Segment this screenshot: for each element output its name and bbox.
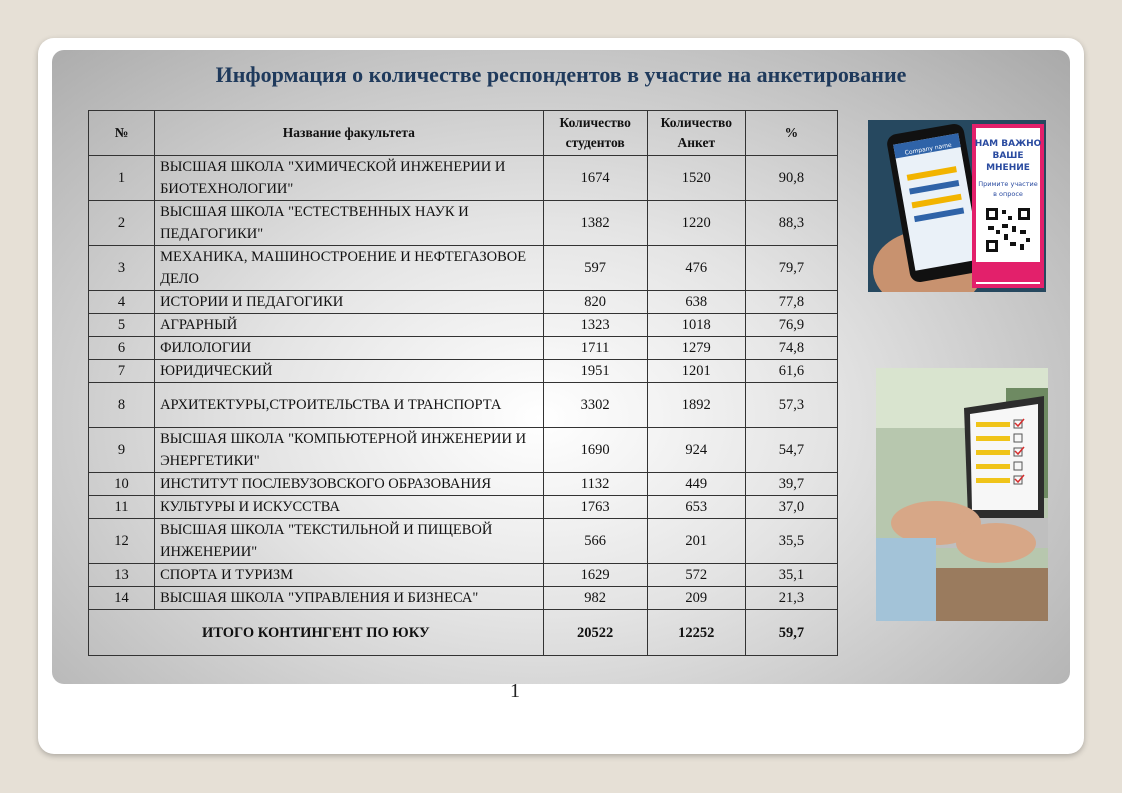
- table-row: [89, 587, 838, 610]
- page-number: 1: [510, 680, 520, 702]
- table-row: [89, 156, 838, 201]
- page-title: Информация о количестве респондентов в участие на анкетирование: [215, 62, 907, 87]
- cell-faculty: ЮРИДИЧЕСКИЙ: [155, 360, 544, 383]
- cell-surveys: 476: [647, 246, 745, 291]
- cell-num: 6: [89, 337, 155, 360]
- poster-line4: Примите участие: [978, 180, 1038, 188]
- table-row: [89, 383, 838, 428]
- cell-num: 7: [89, 360, 155, 383]
- survey-phone-image: [868, 120, 1046, 292]
- cell-percent: 37,0: [745, 496, 837, 519]
- cell-surveys: 638: [647, 291, 745, 314]
- cell-students: 1763: [543, 496, 647, 519]
- cell-faculty: АРХИТЕКТУРЫ,СТРОИТЕЛЬСТВА И ТРАНСПОРТА: [155, 383, 544, 428]
- cell-faculty: ИНСТИТУТ ПОСЛЕВУЗОВСКОГО ОБРАЗОВАНИЯ: [155, 473, 544, 496]
- cell-students: 1690: [543, 428, 647, 473]
- app-label: Company name: [904, 141, 953, 157]
- cell-num: 5: [89, 314, 155, 337]
- cell-percent: 76,9: [745, 314, 837, 337]
- cell-faculty: МЕХАНИКА, МАШИНОСТРОЕНИЕ И НЕФТЕГАЗОВОЕ ДЕЛО: [155, 246, 544, 291]
- cell-students: 1629: [543, 564, 647, 587]
- cell-faculty: ФИЛОЛОГИИ: [155, 337, 544, 360]
- cell-faculty: СПОРТА И ТУРИЗМ: [155, 564, 544, 587]
- cell-surveys: 1220: [647, 201, 745, 246]
- cell-surveys: 1018: [647, 314, 745, 337]
- poster-line1: НАМ ВАЖНО: [974, 139, 1042, 149]
- cell-students: 1674: [543, 156, 647, 201]
- cell-num: 13: [89, 564, 155, 587]
- cell-num: 9: [89, 428, 155, 473]
- cell-students: 820: [543, 291, 647, 314]
- cell-percent: 54,7: [745, 428, 837, 473]
- cell-percent: 74,8: [745, 337, 837, 360]
- cell-students: 3302: [543, 383, 647, 428]
- cell-surveys: 201: [647, 519, 745, 564]
- cell-percent: 39,7: [745, 473, 837, 496]
- table-row: [89, 428, 838, 473]
- cell-faculty: АГРАРНЫЙ: [155, 314, 544, 337]
- cell-num: 2: [89, 201, 155, 246]
- cell-num: 1: [89, 156, 155, 201]
- cell-surveys: 1201: [647, 360, 745, 383]
- table-row: [89, 564, 838, 587]
- total-students: 20522: [543, 610, 647, 656]
- cell-students: 982: [543, 587, 647, 610]
- table-row: [89, 496, 838, 519]
- table-row: [89, 201, 838, 246]
- cell-surveys: 572: [647, 564, 745, 587]
- cell-percent: 35,1: [745, 564, 837, 587]
- col-header-students: Количество студентов: [543, 111, 647, 156]
- cell-faculty: ИСТОРИИ И ПЕДАГОГИКИ: [155, 291, 544, 314]
- cell-num: 3: [89, 246, 155, 291]
- cell-surveys: 449: [647, 473, 745, 496]
- cell-faculty: ВЫСШАЯ ШКОЛА "ТЕКСТИЛЬНОЙ И ПИЩЕВОЙ ИНЖЕНЕРИИ": [155, 519, 544, 564]
- table-row: [89, 360, 838, 383]
- total-percent: 59,7: [745, 610, 837, 656]
- table-total-row: [89, 610, 838, 656]
- cell-num: 12: [89, 519, 155, 564]
- cell-students: 1132: [543, 473, 647, 496]
- cell-faculty: ВЫСШАЯ ШКОЛА "КОМПЬЮТЕРНОЙ ИНЖЕНЕРИИ И ЭНЕРГЕТИКИ": [155, 428, 544, 473]
- table-row: [89, 519, 838, 564]
- cell-students: 1323: [543, 314, 647, 337]
- cell-faculty: КУЛЬТУРЫ И ИСКУССТВА: [155, 496, 544, 519]
- cell-students: 566: [543, 519, 647, 564]
- poster-line3: МНЕНИЕ: [986, 163, 1030, 173]
- cell-students: 1382: [543, 201, 647, 246]
- col-header-percent: %: [745, 111, 837, 156]
- cell-percent: 21,3: [745, 587, 837, 610]
- cell-percent: 61,6: [745, 360, 837, 383]
- cell-faculty: ВЫСШАЯ ШКОЛА "ЕСТЕСТВЕННЫХ НАУК И ПЕДАГОГИКИ": [155, 201, 544, 246]
- cell-surveys: 653: [647, 496, 745, 519]
- cell-num: 14: [89, 587, 155, 610]
- laptop-survey-image: [876, 368, 1048, 621]
- col-header-surveys: Количество Анкет: [647, 111, 745, 156]
- table-row: [89, 291, 838, 314]
- table-row: [89, 314, 838, 337]
- total-label: ИТОГО КОНТИНГЕНТ ПО ЮКУ: [89, 610, 544, 656]
- table-row: [89, 473, 838, 496]
- cell-surveys: 1279: [647, 337, 745, 360]
- total-surveys: 12252: [647, 610, 745, 656]
- cell-percent: 57,3: [745, 383, 837, 428]
- poster-line5: в опросе: [993, 190, 1023, 198]
- cell-percent: 88,3: [745, 201, 837, 246]
- cell-surveys: 1892: [647, 383, 745, 428]
- cell-num: 8: [89, 383, 155, 428]
- cell-faculty: ВЫСШАЯ ШКОЛА "ХИМИЧЕСКОЙ ИНЖЕНЕРИИ И БИОТЕХНОЛОГИИ": [155, 156, 544, 201]
- cell-num: 11: [89, 496, 155, 519]
- cell-percent: 77,8: [745, 291, 837, 314]
- cell-num: 4: [89, 291, 155, 314]
- cell-faculty: ВЫСШАЯ ШКОЛА "УПРАВЛЕНИЯ И БИЗНЕСА": [155, 587, 544, 610]
- poster-line2: ВАШЕ: [992, 151, 1024, 161]
- cell-surveys: 1520: [647, 156, 745, 201]
- table-header-row: [89, 111, 838, 156]
- cell-students: 597: [543, 246, 647, 291]
- col-header-faculty: Название факультета: [155, 111, 544, 156]
- cell-percent: 79,7: [745, 246, 837, 291]
- table-row: [89, 246, 838, 291]
- col-header-num: №: [89, 111, 155, 156]
- respondents-table: [88, 110, 838, 656]
- cell-students: 1951: [543, 360, 647, 383]
- cell-percent: 90,8: [745, 156, 837, 201]
- cell-surveys: 924: [647, 428, 745, 473]
- cell-percent: 35,5: [745, 519, 837, 564]
- cell-surveys: 209: [647, 587, 745, 610]
- cell-num: 10: [89, 473, 155, 496]
- cell-students: 1711: [543, 337, 647, 360]
- qr-code-icon: [984, 206, 1032, 254]
- table-row: [89, 337, 838, 360]
